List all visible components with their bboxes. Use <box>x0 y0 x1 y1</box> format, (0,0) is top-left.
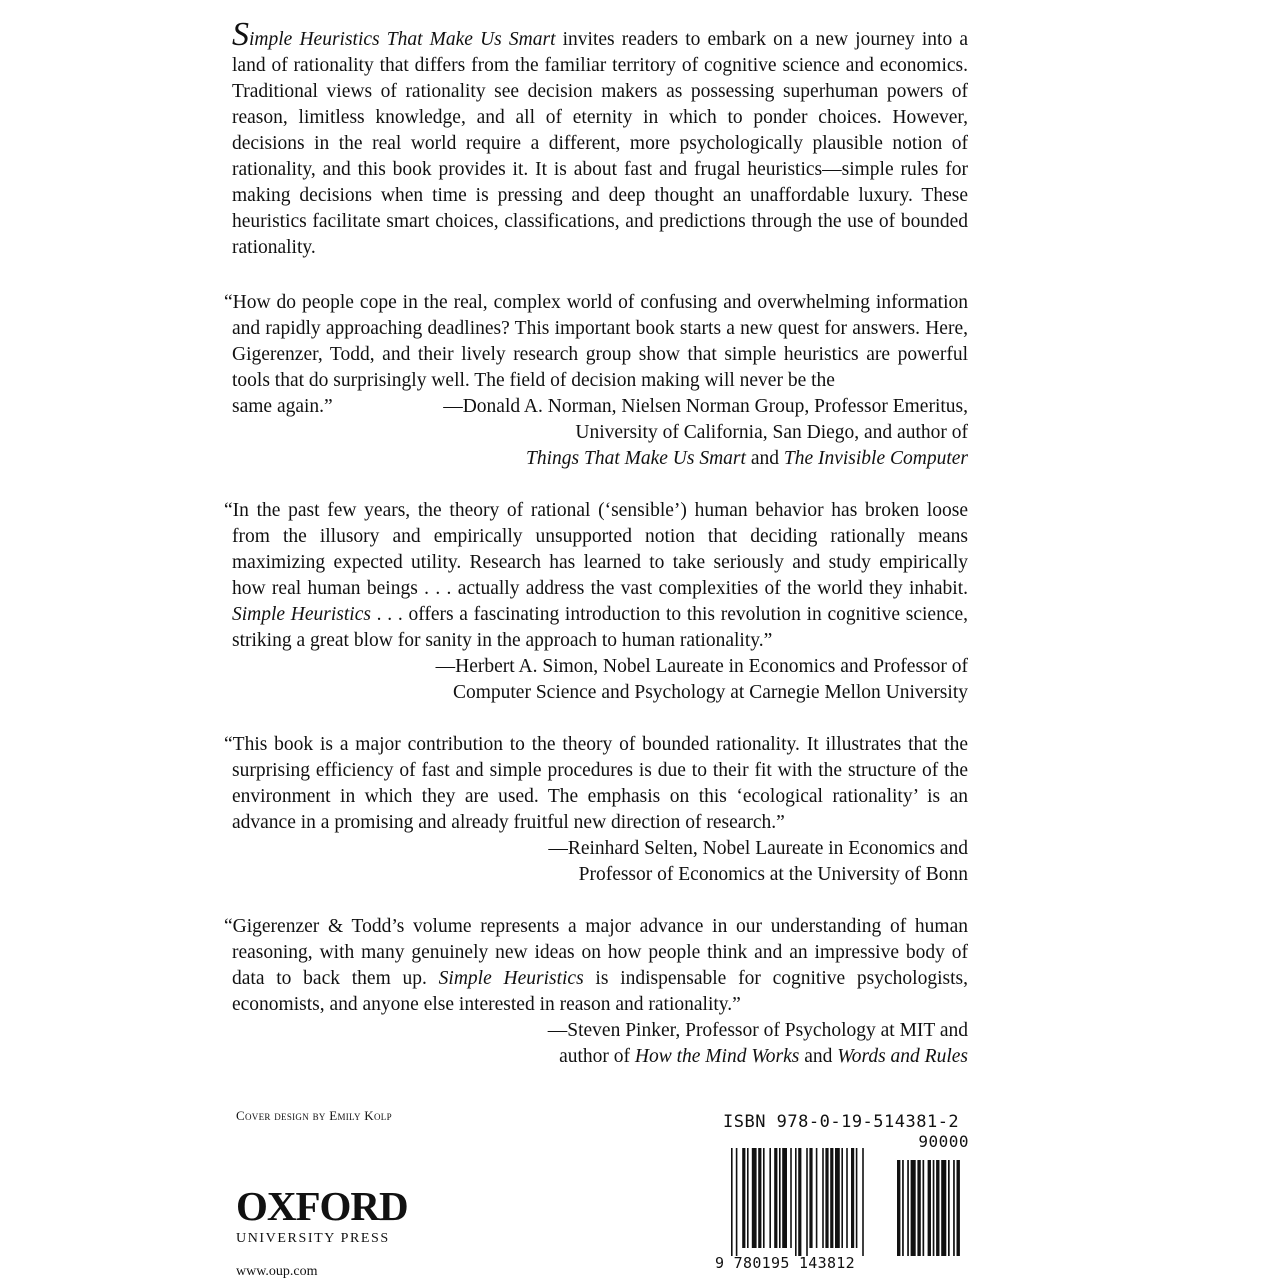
book-blurb <box>232 16 968 261</box>
publisher-url: www.oup.com <box>236 1264 318 1279</box>
quote-last-line: same again.” <box>232 396 333 417</box>
cover-design-credit: Cover design by Emily Kolp <box>236 1108 392 1123</box>
quote-attribution-line <box>224 446 968 472</box>
quote-attribution-line: —Donald A. Norman, Nielsen Norman Group, Professor Emeritus, <box>443 396 968 417</box>
quote-text-part: is indispensable for cognitive psychologists, economists, and anyone else interested in reason and rationality.” <box>232 968 968 1015</box>
barcode-bar <box>846 1148 848 1248</box>
blurb-text: invites readers to embark on a new journey into a land of rationality that differs from the familiar territory of cognitive science and economics. Traditional views of rationality see decision makers as possessing superhuman powers of reason, limitless knowledge, and all of eternity in which to ponder choices. However, decisions in the real world require a different, more psychologically plausible notion of rationality, and this book provides it. It is about fast and frugal heuristics—simple rules for making decisions when time is pressing and deep thought an unaffordable luxury. These heuristics facilitate smart choices, classifications, and predictions through the use of bounded rationality. <box>232 29 968 258</box>
barcode-bar <box>806 1148 808 1256</box>
quote-text: “This book is a major contribution to the theory of bounded rationality. It illustrates that the surprising efficiency of fast and simple procedures is due to their fit with the structure of the environment in which they are used. The emphasis on this ‘ecological rationality’ is an advance in a promising and already fruitful new direction of research.” <box>224 734 968 833</box>
barcode-bar <box>816 1148 818 1248</box>
barcode-bar <box>809 1148 812 1248</box>
conjunction: and <box>799 1046 838 1067</box>
isbn-barcode <box>715 1112 971 1272</box>
barcode-bar <box>742 1148 745 1248</box>
barcode-bar <box>795 1148 797 1256</box>
barcode-bar <box>841 1148 843 1248</box>
barcode-bar <box>731 1148 733 1256</box>
barcode-bar <box>928 1160 931 1256</box>
barcode-bar <box>933 1160 935 1256</box>
barcode-bar <box>902 1160 904 1256</box>
barcode-bar <box>752 1148 757 1248</box>
quote-pinker <box>224 914 968 1070</box>
barcode-bar <box>897 1160 900 1256</box>
barcode-bar <box>779 1148 781 1248</box>
quote-attribution-line: University of California, San Diego, and author of <box>575 422 968 443</box>
quote-attribution-line: —Steven Pinker, Professor of Psychology at MIT and <box>547 1020 968 1041</box>
isbn-number: ISBN 978-0-19-514381-2 <box>723 1112 960 1132</box>
quote-text <box>224 498 968 654</box>
barcode-bar <box>763 1148 765 1248</box>
quote-attribution-line: Computer Science and Psychology at Carnegie Mellon University <box>452 682 968 703</box>
quote-text-part: “In the past few years, the theory of rational (‘sensible’) human behavior has broken loose from the illusory and empirically unsupported notion that deciding rationally means maximizing expected utility. Research has learned to take seriously and study empirically how real human beings . . . actually address the vast complexities of the world they inhabit. <box>224 500 968 599</box>
blurb-book-title: imple Heuristics That Make Us Smart <box>249 29 556 50</box>
barcode-bar <box>769 1148 771 1248</box>
book-title: The Invisible Computer <box>783 448 968 469</box>
barcode-bar <box>917 1160 920 1256</box>
conjunction: and <box>745 448 784 469</box>
quote-attribution-line <box>224 1044 968 1070</box>
blurb-dropcap: S <box>232 16 249 53</box>
barcode-bar <box>830 1148 833 1248</box>
barcode-bar <box>758 1148 761 1248</box>
barcode-bar <box>856 1148 858 1248</box>
quote-attribution-line: Professor of Economics at the University of Bonn <box>578 864 968 885</box>
barcode-bar <box>774 1148 777 1248</box>
price-addon-code: 90000 <box>918 1132 969 1151</box>
barcode-bar <box>911 1160 916 1256</box>
barcode-bar <box>851 1148 854 1248</box>
barcode-bar <box>825 1148 828 1248</box>
book-title: Simple Heuristics <box>232 604 371 625</box>
barcode-bar <box>923 1160 925 1256</box>
quote-text <box>224 914 968 1018</box>
publisher-press: UNIVERSITY PRESS <box>236 1231 390 1246</box>
book-title: Things That Make Us Smart <box>526 448 746 469</box>
book-title: Words and Rules <box>837 1046 968 1067</box>
barcode-digits: 9 780195 143812 <box>715 1254 855 1272</box>
quote-simon <box>224 498 968 706</box>
quote-attribution-line: —Herbert A. Simon, Nobel Laureate in Economics and Professor of <box>435 656 968 677</box>
quote-selten <box>224 732 968 888</box>
barcode-bar <box>907 1160 909 1256</box>
attribution-text: author of <box>559 1046 635 1067</box>
publisher-logo <box>236 1184 408 1280</box>
barcode-bar <box>835 1148 840 1248</box>
book-title: Simple Heuristics <box>438 968 584 989</box>
quote-text-part: . . . offers a fascinating introduction to this revolution in cognitive science, striking a great blow for sanity in the approach to human rationality.” <box>232 604 969 651</box>
barcode-bar <box>862 1148 864 1256</box>
book-title: How the Mind Works <box>634 1046 800 1067</box>
quote-text-part: “Gigerenzer & Todd’s volume represents a major advance in our understanding of human reasoning, with many genuinely new ideas on how people think and an impressive body of data to back them up. <box>224 916 968 989</box>
quote-attribution-line: —Reinhard Selten, Nobel Laureate in Economics and <box>548 838 968 859</box>
quote-last-line-with-attribution <box>224 394 968 420</box>
barcode-bar <box>798 1148 801 1256</box>
barcode-bar <box>747 1148 749 1248</box>
barcode-bar <box>957 1160 960 1256</box>
publisher-name: OXFORD <box>236 1183 408 1229</box>
barcode-bar <box>822 1148 824 1248</box>
quote-norman <box>224 290 968 472</box>
barcode-bar <box>790 1148 792 1248</box>
barcode-bar <box>736 1148 738 1256</box>
barcode-bar <box>936 1160 939 1256</box>
barcode-bar <box>948 1160 950 1256</box>
barcode-bar <box>953 1160 955 1256</box>
barcode-bar <box>782 1148 787 1248</box>
quote-text: “How do people cope in the real, complex world of confusing and overwhelming information and rapidly approaching deadlines? This important book starts a new quest for answers. Here, Gigerenzer, Todd, and their lively research group show that simple heuristics are powerful tools that do surprisingly well. The field of decision making will never be the <box>224 292 968 391</box>
barcode-bar <box>941 1160 946 1256</box>
